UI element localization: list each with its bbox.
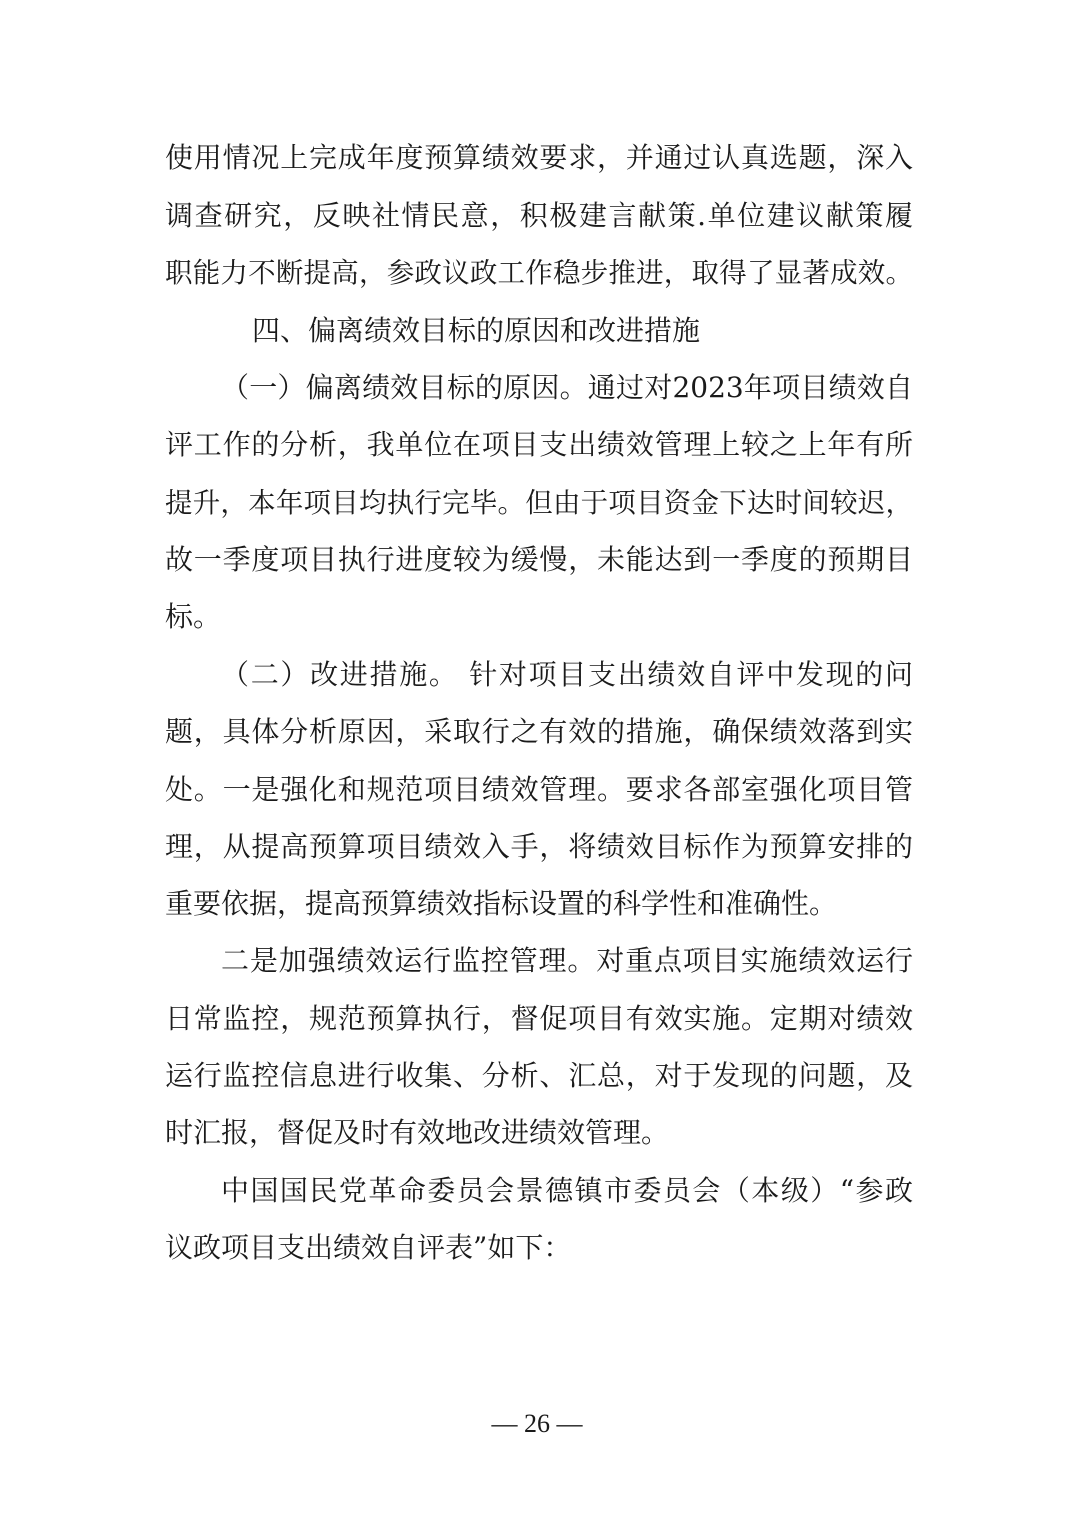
body-text-line: 使用情况上完成年度预算绩效要求，并通过认真选题，深入 [165, 141, 913, 174]
body-text-line: 日常监控，规范预算执行，督促项目有效实施。定期对绩效 [165, 1002, 913, 1035]
body-text-line: 标。 [165, 600, 222, 633]
section-heading: 四、偏离绩效目标的原因和改进措施 [252, 314, 701, 347]
body-text-line: 处。一是强化和规范项目绩效管理。要求各部室强化项目管 [165, 773, 913, 806]
body-text-line: 二是加强绩效运行监控管理。对重点项目实施绩效运行 [221, 944, 913, 977]
page-number: — 26 — [491, 1409, 583, 1438]
body-text-line: 重要依据，提高预算绩效指标设置的科学性和准确性。 [165, 887, 838, 920]
body-text-line: 理，从提高预算项目绩效入手，将绩效目标作为预算安排的 [165, 830, 913, 863]
body-text-line: 时汇报，督促及时有效地改进绩效管理。 [165, 1116, 670, 1149]
body-text-line: 故一季度项目执行进度较为缓慢，未能达到一季度的预期目 [165, 543, 913, 576]
body-text-line: 职能力不断提高，参政议政工作稳步推进，取得了显著成效。 [165, 257, 913, 289]
body-text-line: 题，具体分析原因，采取行之有效的措施，确保绩效落到实 [165, 715, 913, 748]
subsection-heading-line: （二）改进措施。 针对项目支出绩效自评中发现的问 [221, 658, 913, 691]
body-text-line: 调查研究，反映社情民意，积极建言献策.单位建议献策履 [165, 199, 913, 232]
body-text-line: 提升，本年项目均执行完毕。但由于项目资金下达时间较迟， [165, 487, 913, 519]
body-text-line: 中国国民党革命委员会景德镇市委员会（本级）“参政 [221, 1174, 913, 1207]
body-text-line: 评工作的分析，我单位在项目支出绩效管理上较之上年有所 [165, 428, 913, 461]
body-text-line: 运行监控信息进行收集、分析、汇总，对于发现的问题，及 [165, 1059, 913, 1092]
body-text-line: 议政项目支出绩效自评表”如下： [165, 1231, 572, 1264]
subsection-heading-line: （一）偏离绩效目标的原因。通过对2023年项目绩效自 [221, 371, 913, 404]
